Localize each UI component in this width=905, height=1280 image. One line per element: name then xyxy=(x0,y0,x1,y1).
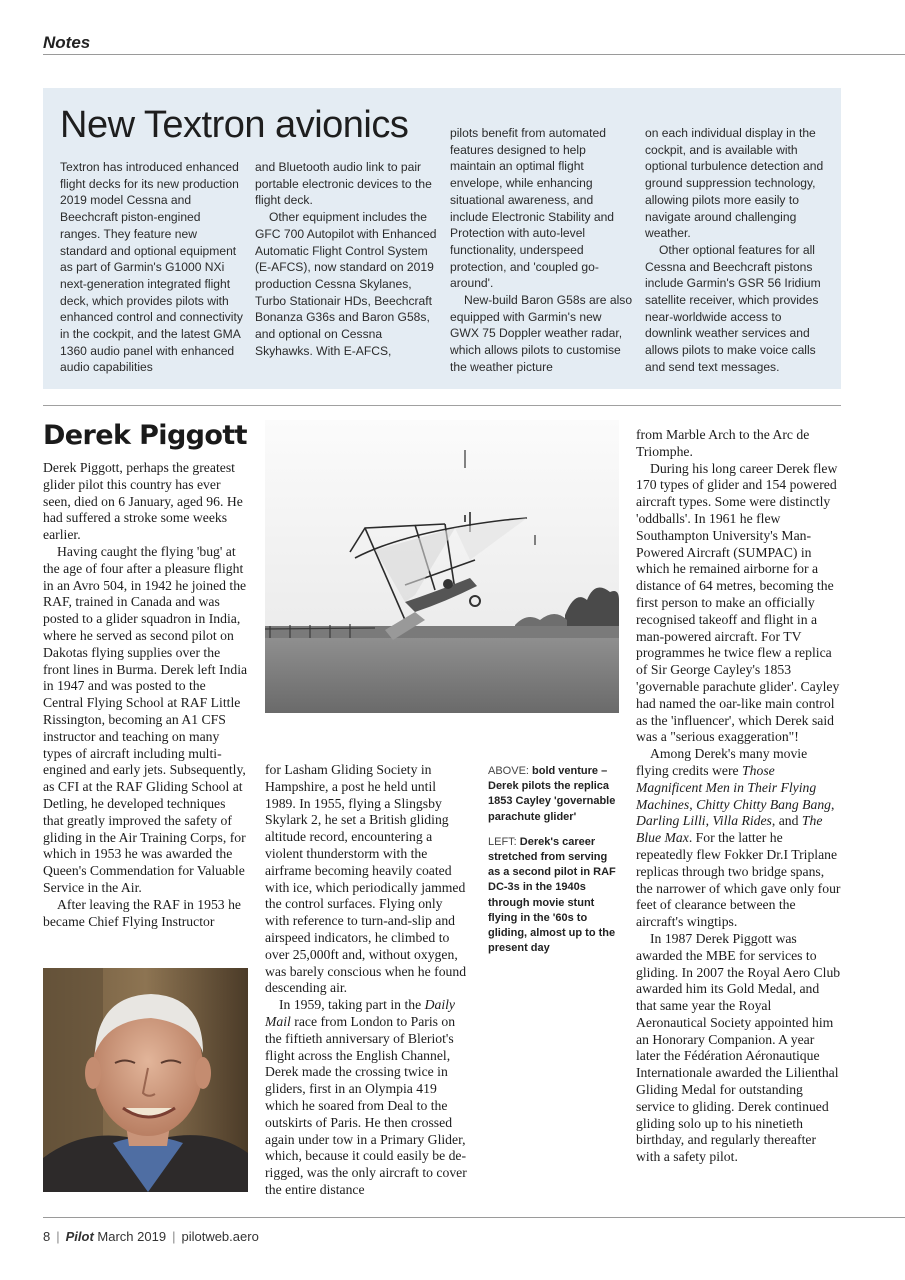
text-run: In 1959, taking part in the xyxy=(279,997,425,1013)
sidebar-paragraph: pilots benefit from automated features designed to help maintain an optimal flight envelope, while enhancing situational awareness, and include Electronic Stability and Protection with auto-level functionality, underspeed protection, and 'coupled go-around'. xyxy=(450,126,615,291)
caption-above xyxy=(488,764,620,825)
section-divider xyxy=(43,405,841,406)
portrait-photo-image xyxy=(43,968,248,1192)
caption-left xyxy=(488,835,620,957)
article-column-4 xyxy=(636,427,841,1166)
article-paragraph: After leaving the RAF in 1953 he became Chief Flying Instructor xyxy=(43,896,241,929)
article-column-1 xyxy=(43,460,248,930)
article-headline: Derek Piggott xyxy=(43,420,247,451)
issue-date: March 2019 xyxy=(97,1229,167,1244)
text-run: , and xyxy=(771,813,802,829)
sidebar-title: New Textron avionics xyxy=(60,104,409,146)
text-run: race from London to Paris on the fiftieth anniversary of Bleriot's flight across the English Channel, Derek made the crossing twice in gliders, first in an Olympia 419 which he soared from Deal to the outskirts of Paris. He then crossed again under tow in a Primary Glider, which, because it could easily be de-rigged, was the only aircraft to cover the entire distance xyxy=(265,1013,467,1197)
sidebar-paragraph: and Bluetooth audio link to pair portable electronic devices to the flight deck. xyxy=(255,160,432,208)
footer-divider xyxy=(43,1217,905,1218)
footer-separator: | xyxy=(56,1229,60,1244)
photo-captions xyxy=(488,764,620,966)
text-run: . For the latter he repeatedly flew Fokker Dr.I Triplane replicas through two bridge spans, the narrower of which gave only four feet of clearance between the aircraft's wingtips. xyxy=(636,830,841,930)
article-paragraph: for Lasham Gliding Society in Hampshire, a post he held until 1989. In 1955, flying a Slingsby Skylark 2, he set a British gliding altitude record, encountering a violent thunderstorm with the airframe becoming heavily coated with ice, which periodically jammed the control surfaces. Flying only with reference to turn-and-slip and airspeed indicators, he climbed to over 25,000ft and, without oxygen, was barely conscious when he found descending air. xyxy=(265,762,467,996)
sidebar-paragraph: Textron has introduced enhanced flight decks for its new production 2019 model Cessna and Beechcraft piston-engined ranges. They feature new standard and optional equipment as part of Garmin's G1000 NXi next-generation integrated flight deck, which provides pilots with enhanced control and connectivity in the cockpit, and the latest GMA 1360 audio panel with enhanced audio capabilities xyxy=(60,160,243,375)
article-paragraph xyxy=(636,746,841,931)
sidebar-column-1 xyxy=(60,159,243,376)
sidebar-column-4 xyxy=(645,125,828,376)
sidebar-paragraph: New-build Baron G58s are also equipped with Garmin's new GWX 75 Doppler weather radar, which allows pilots to customise the weather picture xyxy=(450,293,633,374)
portrait-photo xyxy=(43,968,248,1192)
sidebar-paragraph: on each individual display in the cockpit, and is available with optional turbulence detection and ground suppression technology, allowing pilots more easily to navigate around challenging weather. xyxy=(645,126,824,241)
movie-title: Darling Lilli xyxy=(636,813,706,829)
website-link[interactable]: pilotweb.aero xyxy=(181,1229,259,1244)
article-paragraph: Having caught the flying 'bug' at the age of four after a pleasure flight in an Avro 504, in 1942 he joined the RAF, trained in Canada and was posted to a glider squadron in India, where he served as second pilot on Dakotas flying supplies over the front lines in Burma. Derek left India in 1947 and was posted to the Central Flying School at RAF Little Rissington, becoming an A1 CFS instructor and teaching on many types of aircraft including multi-engined and early jets. Subsequently, as CFI at the RAF Gliding School at Detling, he developed techniques that greatly improved the safety of gliding in the Air Training Corps, for which in 1953 he was awarded the Queen's Commendation for Valuable Service in the Air. xyxy=(43,543,248,895)
glider-photo-image xyxy=(265,420,619,713)
movie-title: Chitty Chitty Bang Bang xyxy=(696,796,832,812)
top-divider xyxy=(43,54,905,55)
sidebar-column-3 xyxy=(450,125,633,376)
article-paragraph xyxy=(265,997,470,1199)
page-number: 8 xyxy=(43,1229,51,1244)
article-paragraph: from Marble Arch to the Arc de Triomphe. xyxy=(636,427,810,459)
page-footer xyxy=(43,1229,259,1244)
caption-text: Derek's career stretched from serving as a second pilot in RAF DC-3s in the 1940s through movie stunt flying in the '60s to gliding, almost up to the present day xyxy=(488,835,616,955)
caption-text: bold venture – Derek pilots the replica 1853 Cayley 'governable parachute glider' xyxy=(488,765,616,823)
sidebar-paragraph: Other equipment includes the GFC 700 Autopilot with Enhanced Automatic Flight Control System (E-AFCS), now standard on 2019 production Cessna Skylanes, Turbo Stationair HDs, Beechcraft Bonanza G36s and Baron G58s, and optional on Cessna Skyhawks. With E-AFCS, xyxy=(255,210,437,358)
text-run-italic: Daily Mail xyxy=(265,997,456,1029)
movie-title: The Blue Max xyxy=(636,813,823,846)
text-run: , xyxy=(689,796,697,812)
text-run: , xyxy=(705,813,713,829)
movie-title: Villa Rides xyxy=(712,813,772,829)
article-paragraph: Derek Piggott, perhaps the greatest glider pilot this country has ever seen, died on 6 January, aged 96. He had suffered a stroke some weeks earlier. xyxy=(43,460,243,543)
caption-label: LEFT: xyxy=(488,835,517,848)
text-run: , xyxy=(831,796,835,812)
article-column-2 xyxy=(265,762,470,1199)
movie-title: Those Magnificent Men in Their Flying Machines xyxy=(636,762,817,812)
sidebar-paragraph: Other optional features for all Cessna and Beechcraft pistons include Garmin's GSR 56 Iridium satellite receiver, which provides near-worldwide access to downlink weather services and allows pilots to make voice calls and send text messages. xyxy=(645,242,821,374)
glider-photo xyxy=(265,420,619,713)
magazine-name: Pilot xyxy=(65,1229,94,1244)
sidebar-column-2 xyxy=(255,159,438,359)
footer-separator: | xyxy=(172,1229,176,1244)
text-run: Among Derek's many movie flying credits were xyxy=(636,746,808,778)
article-paragraph: In 1987 Derek Piggott was awarded the MBE for services to gliding. In 2007 the Royal Aero Club awarded him its Gold Medal, and that same year the Royal Aeronautical Society appointed him an Honorary Companion. A year later the Fédération Aéronautique Internationale awarded the Lilienthal Gliding Medal for outstanding service to gliding. Derek continued gliding solo up to his ninetieth birthday, and regularly thereafter with a safety pilot. xyxy=(636,930,841,1165)
section-label: Notes xyxy=(43,33,91,52)
caption-label: ABOVE: xyxy=(488,765,529,777)
article-paragraph: During his long career Derek flew 170 types of glider and 154 powered aircraft types. Some were distinctly 'oddballs'. In 1961 he flew Southampton University's Man-Powered Aircraft (SUMPAC) in which he remained airborne for a distance of 64 metres, becoming the first person to make an officially recognised takeoff and flight in a man-powered aircraft. For TV programmes he twice flew a replica of Sir George Cayley's 1853 'governable parachute glider'. Cayley had named the oar-like main control as the 'influencer', which Derek said was a "serious exaggeration"! xyxy=(636,460,840,745)
